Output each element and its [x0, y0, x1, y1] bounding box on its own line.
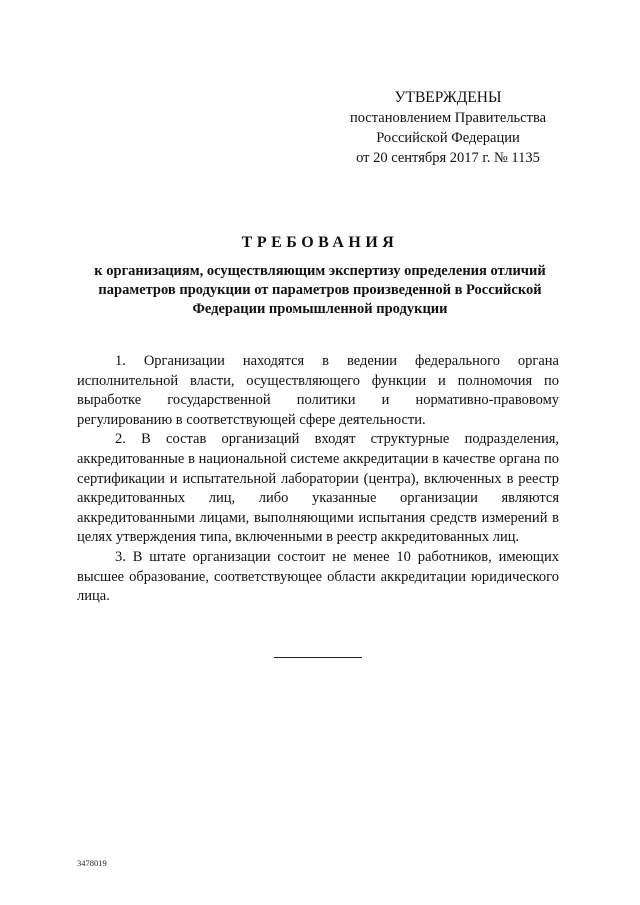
end-divider: [274, 657, 362, 658]
requirement-paragraph-3: 3. В штате организации состоит не менее 10 работников, имеющих высшее образование, соответствующее области аккредитации юридического лица.: [77, 548, 559, 605]
document-title: ТРЕБОВАНИЯ: [241, 234, 399, 251]
approval-heading: УТВЕРЖДЕНЫ: [394, 89, 502, 106]
approval-block: [338, 88, 558, 168]
document-code: 3478019: [77, 858, 107, 868]
approval-line-2: Российской Федерации: [376, 130, 520, 146]
requirement-paragraph-1: 1. Организации находятся в ведении федерального органа исполнительной власти, осуществляющего функции и полномочия по выработке государственной политики и нормативно-правовому регулированию в соответствующей сфере деятельности.: [77, 353, 559, 428]
document-subtitle: к организациям, осуществляющим экспертизу определения отличий параметров продукции от параметров произведенной в Российской Федерации промышленной продукции: [94, 263, 546, 317]
approval-line-1: постановлением Правительства: [349, 110, 547, 126]
requirements-body: [77, 352, 559, 607]
requirement-paragraph-2: 2. В состав организаций входят структурные подразделения, аккредитованные в национальной системе аккредитации в качестве органа по сертификации и испытательной лаборатории (центра), включенных в реестр аккредитованных лиц, либо указанные организации являются аккредитованными лицами, выполняющими испытания средств измерений в целях утверждения типа, включенными в реестр аккредитованных лиц.: [77, 431, 559, 546]
approval-line-3: от 20 сентября 2017 г. № 1135: [356, 150, 540, 166]
